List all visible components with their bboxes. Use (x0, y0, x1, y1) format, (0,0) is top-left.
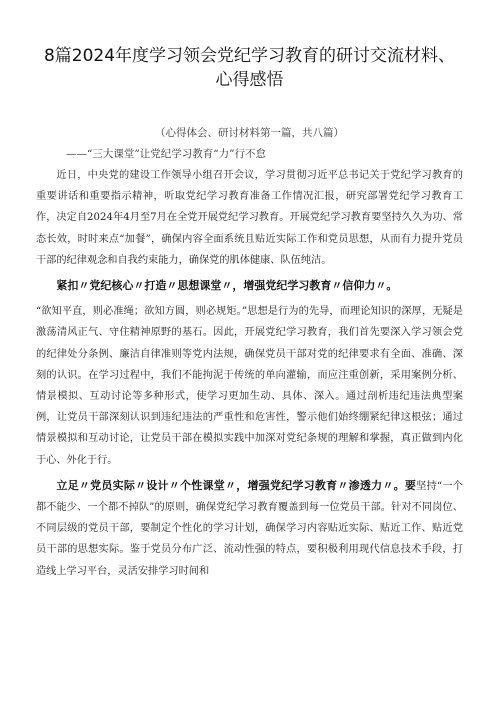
paragraph-body-2: 坚持“一个都不能少、一个都不掉队”的原则，确保党纪学习教育覆盖到每一位党员干部。针对不同岗位、不同层级的党员干部，要制定个性化的学习计划，确保学习内容贴近实际、贴近工作、贴近党员干部的思想实际。鉴于党员分布广泛、流动性强的特点，要积极利用现代信息技术手段，打造线上学习平台，灵活安排学习时间和 (36, 480, 463, 577)
paragraph-heading-1 (36, 275, 463, 297)
paragraph-intro: 近日，中央党的建设工作领导小组召开会议，学习贯彻习近平总书记关于党纪学习教育的重要讲话和重要指示精神，听取党纪学习教育准备工作情况汇报，研究部署党纪学习教育工作，决定自2024年4月至7月在全党开展党纪学习教育。开展党纪学习教育要坚持久久为功、常态长效，时时来点“加餐”，确保内容全面系统且贴近实际工作和党员思想，从而有力提升党员干部的纪律观念和自我约束能力，确保党的肌体健康、队伍纯洁。 (36, 170, 463, 266)
paragraph-body-1: “欲知平直，则必准绳；欲知方圆，则必规矩。”思想是行为的先导，而理论知识的深厚，无疑是激荡清风正气、守住精神原野的基石。因此，开展党纪学习教育，我们首先要深入学习领会党的纪律处分条例、廉洁自律准则等党内法规，确保党员干部对党的纪律要求有全面、准确、深刻的认识。在学习过程中，我们不能拘泥于传统的单向灌输，而应注重创新，采用案例分析、情景模拟、互动讨论等多种形式，使学习更加生动、具体、深入。通过剖析违纪违法典型案例，让党员干部深刻认识到违纪违法的严重性和危害性，警示他们始终绷紧纪律这根弦；通过情景模拟和互动讨论，让党员干部在模拟实践中加深对党纪条规的理解和掌握，真正做到内化于心、外化于行。 (36, 306, 463, 466)
document-slogan: ——“三大课堂”让党纪学习教育“力”行不怠 (66, 148, 266, 160)
paragraph-section-2 (36, 475, 463, 582)
section-heading-2: 立足〃党员实际〃设计〃个性课堂〃，增强党纪学习教育〃渗透力〃。要 (56, 478, 417, 492)
document-subtitle: （心得体会、研讨材料第一篇，共八篇） (155, 127, 344, 139)
document-title: 8篇2024年度学习领会党纪学习教育的研讨交流材料、心得感悟 (43, 46, 456, 90)
section-heading-1: 紧扣〃党纪核心〃打造〃思想课堂〃，增强党纪学习教育〃信仰力〃。 (56, 279, 398, 293)
